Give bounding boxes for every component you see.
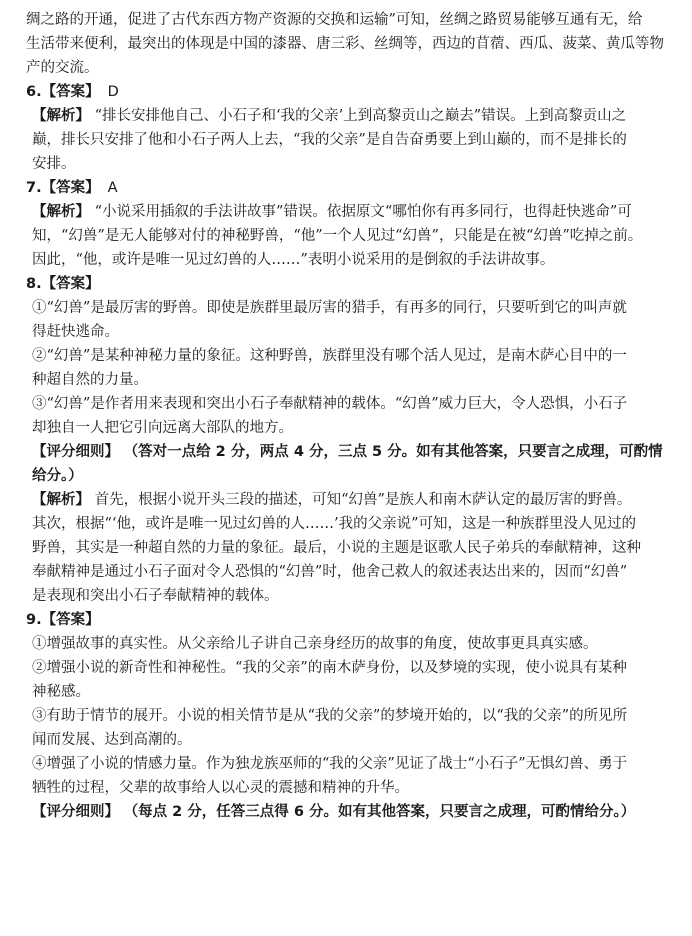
intro-paragraph <box>26 8 672 80</box>
q6-analysis-line <box>26 104 672 128</box>
q7-analysis-line: 因此，“他，或许是唯一见过幻兽的人……”表明小说采用的是倒叙的手法讲故事。 <box>32 252 555 268</box>
intro-line: 生活带来便利，最突出的体现是中国的漆器、唐三彩、丝绸等，西边的苜蓿、西瓜、菠菜、黄瓜等物 <box>26 36 664 52</box>
q8-point-line: 却独自一人把它引向远离大部队的地方。 <box>32 420 293 436</box>
q9-point-line: ④增强了小说的情感力量。作为独龙族巫师的“我的父亲”见证了战士“小石子”无惧幻兽、勇于 <box>32 756 628 772</box>
q7-analysis-line: 知，“幻兽”是无人能够对付的神秘野兽，“他”一个人见过“幻兽”，只能是在被“幻兽”吃掉之前。 <box>32 228 643 244</box>
q8-point-line: ①“幻兽”是最厉害的野兽。即使是族群里最厉害的猎手，有再多的同行，只要听到它的叫声就 <box>32 300 627 316</box>
q9-point-line: ③有助于情节的展开。小说的相关情节是从“我的父亲”的梦境开始的，以“我的父亲”的所见所 <box>32 708 628 724</box>
question-8 <box>26 272 672 608</box>
question-9 <box>26 608 672 824</box>
q8-scoring-text: （答对一点给 2 分，两点 4 分，三点 5 分。如有其他答案，只要言之成理，可酌情 <box>123 444 663 460</box>
intro-line: 绸之路的开通，促进了古代东西方物产资源的交换和运输”可知，丝绸之路贸易能够互通有无，给 <box>26 12 643 28</box>
q9-number: 9. <box>26 612 42 628</box>
q9-point-line: 牺牲的过程，父辈的故事给人以心灵的震撼和精神的升华。 <box>32 780 409 796</box>
q9-point-line: ②增强小说的新奇性和神秘性。“我的父亲”的南木萨身份，以及梦境的实现，使小说具有某种 <box>32 660 627 676</box>
q8-analysis-line: 是表现和突出小石子奉献精神的载体。 <box>32 588 279 604</box>
q9-scoring-text: （每点 2 分，任答三点得 6 分。如有其他答案，只要言之成理，可酌情给分。） <box>123 804 636 820</box>
q8-number: 8. <box>26 276 42 292</box>
q8-analysis-line: 野兽，其实是一种超自然的力量的象征。最后，小说的主题是讴歌人民子弟兵的奉献精神，这种 <box>32 540 641 556</box>
q6-answer: D <box>107 84 119 100</box>
q6-analysis-text: “排长安排他自己、小石子和‘我的父亲’上到高黎贡山之巅去”错误。上到高黎贡山之 <box>94 108 627 124</box>
answer-label: 【答案】 <box>41 612 100 628</box>
q8-analysis-line: 奉献精神是通过小石子面对令人恐惧的“幻兽”时，他舍己救人的叙述表达出来的，因而“幻兽” <box>32 564 628 580</box>
q7-number: 7. <box>26 180 42 196</box>
analysis-label: 【解析】 <box>32 492 90 508</box>
q9-point-line: 神秘感。 <box>32 684 90 700</box>
q8-analysis-line <box>26 488 672 512</box>
q9-answer-line <box>26 608 672 632</box>
q8-point-line: 种超自然的力量。 <box>32 372 148 388</box>
q8-point-line: ③“幻兽”是作者用来表现和突出小石子奉献精神的载体。“幻兽”威力巨大，令人恐惧，小石子 <box>32 396 628 412</box>
q7-analysis-line <box>26 200 672 224</box>
q8-analysis-text: 首先，根据小说开头三段的描述，可知“幻兽”是族人和南木萨认定的最厉害的野兽。 <box>94 492 632 508</box>
q7-answer-line <box>26 176 672 200</box>
q8-point-line: ②“幻兽”是某种神秘力量的象征。这种野兽，族群里没有哪个活人见过，是南木萨心目中的一 <box>32 348 627 364</box>
q6-answer-line <box>26 80 672 104</box>
q9-point-line: ①增强故事的真实性。从父亲给儿子讲自己亲身经历的故事的角度，使故事更具真实感。 <box>32 636 598 652</box>
answer-label: 【答案】 <box>41 84 100 100</box>
answer-label: 【答案】 <box>41 276 100 292</box>
scoring-label: 【评分细则】 <box>32 444 119 460</box>
q6-number: 6. <box>26 84 42 100</box>
q7-analysis-text: “小说采用插叙的手法讲故事”错误。依据原文“哪怕你有再多同行，也得赶快逃命”可 <box>94 204 632 220</box>
q8-analysis-line: 其次，根据“‘他，或许是唯一见过幻兽的人……’我的父亲说”可知，这是一种族群里没人见过的 <box>32 516 637 532</box>
analysis-label: 【解析】 <box>32 108 90 124</box>
q9-scoring-line <box>26 800 672 824</box>
analysis-label: 【解析】 <box>32 204 90 220</box>
intro-line: 产的交流。 <box>26 60 99 76</box>
q8-answer-line <box>26 272 672 296</box>
q8-point-line: 得赶快逃命。 <box>32 324 119 340</box>
q8-scoring-line <box>26 440 672 464</box>
q7-answer: A <box>107 180 118 196</box>
q8-scoring-line: 给分。） <box>32 468 83 484</box>
answer-label: 【答案】 <box>41 180 100 196</box>
question-6 <box>26 80 672 176</box>
question-7 <box>26 176 672 272</box>
q9-point-line: 闻而发展、达到高潮的。 <box>32 732 192 748</box>
q6-analysis-line: 安排。 <box>32 156 76 172</box>
q6-analysis-line: 巅，排长只安排了他和小石子两人上去，“我的父亲”是自告奋勇要上到山巅的，而不是排长的 <box>32 132 627 148</box>
scoring-label: 【评分细则】 <box>32 804 119 820</box>
